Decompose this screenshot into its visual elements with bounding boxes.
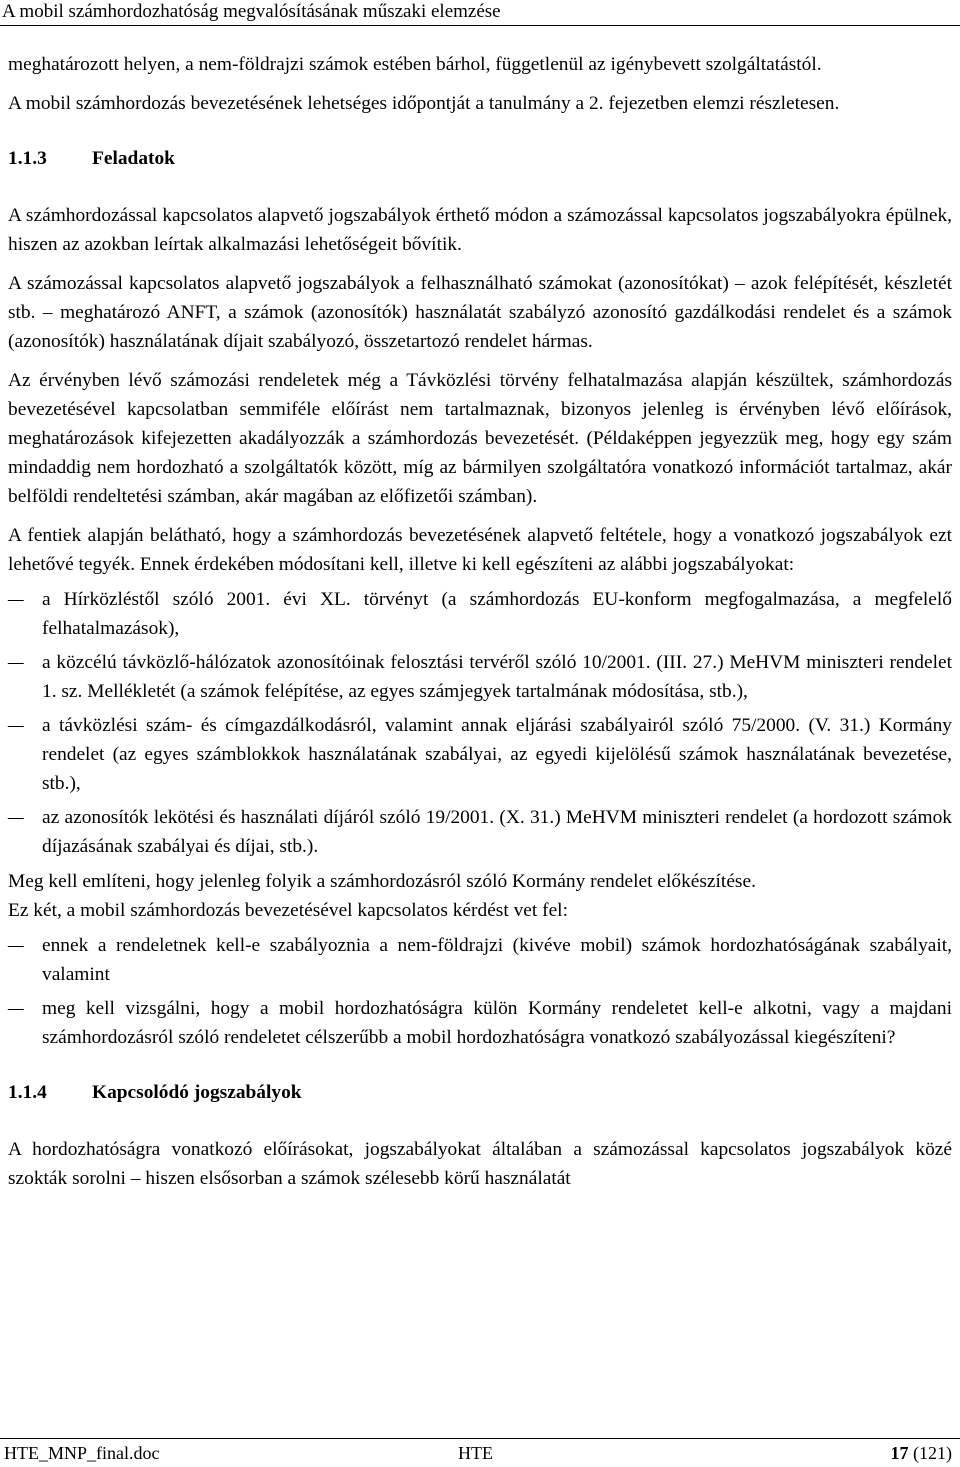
paragraph: A számozással kapcsolatos alapvető jogszabályok a felhasználható számokat (azonosítókat) – azok felépítését, készletét stb. – meghatározó ANFT, a számok (azonosítók) használatát szabályzó azonosító gazdálkodási rendelet és a számok (azonosítók) használatának díjait szabályozó, összetartozó rendelet hármas.: [8, 273, 952, 352]
paragraph: A fentiek alapján belátható, hogy a számhordozás bevezetésének alapvető feltétele, hogy a vonatkozó jogszabályok ezt lehetővé tegyék. Ennek érdekében módosítani kell, illetve ki kell egészíteni az alábbi jogszabályokat:: [8, 525, 952, 575]
total-pages: (121): [913, 1443, 952, 1463]
paragraph: Meg kell említeni, hogy jelenleg folyik a számhordozásról szóló Kormány rendelet előkészítése.: [8, 871, 756, 892]
list-item: – a közcélú távközlő-hálózatok azonosítóinak felosztási tervéről szóló 10/2001. (III. 27.) MeHVM miniszteri rendelet 1. sz. Mellékletét (a számok felépítése, az egyes számjegyek tartalmának módosítása, stb.),: [8, 648, 952, 706]
page-number: [891, 1439, 953, 1467]
list-item: – ennek a rendeletnek kell-e szabályoznia a nem-földrajzi (kivéve mobil) számok hordozhatóságának szabályait, valamint: [8, 931, 952, 989]
list-item: – az azonosítók lekötési és használati díjáról szóló 19/2001. (X. 31.) MeHVM miniszteri rendelet (a hordozott számok díjazásának szabályai és díjai, stb.).: [8, 803, 952, 861]
section-title: Feladatok: [92, 148, 175, 169]
list-item: – meg kell vizsgálni, hogy a mobil hordozhatóságra külön Kormány rendeletet kell-e alkotni, vagy a majdani számhordozásról szóló rendeletet célszerűbb a mobil hordozhatóságra vonatkozó szabályozással kiegészíteni?: [8, 994, 952, 1052]
page-footer: [0, 1438, 960, 1467]
section-title: Kapcsolódó jogszabályok: [92, 1082, 302, 1103]
section-heading: [8, 144, 952, 173]
paragraph: A mobil számhordozás bevezetésének lehetséges időpontját a tanulmány a 2. fejezetben elemzi részletesen.: [8, 93, 840, 114]
section-heading: [8, 1078, 952, 1107]
list-item: – a Hírközléstől szóló 2001. évi XL. törvényt (a számhordozás EU-konform megfogalmazása, a megfelelő felhatalmazások),: [8, 585, 952, 643]
paragraph: Az érvényben lévő számozási rendeletek még a Távközlési törvény felhatalmazása alapján készültek, számhordozás bevezetésével kapcsolatban semmiféle előírást nem tartalmaznak, bizonyos jelenleg is érvényben lévő előírások, meghatározások kifejezetten akadályozzák a számhordozás bevezetését. (Példaképpen jegyezzük meg, hogy egy szám mindaddig nem hordozható a szolgáltatók között, míg az bármilyen szolgáltatóra vonatkozó információt tartalmaz, akár belföldi rendeltetési számban, akár magában az előfizetői számban).: [8, 370, 952, 507]
page-header: [0, 0, 960, 26]
footer-filename: HTE_MNP_final.doc: [4, 1443, 160, 1463]
footer-org: HTE: [458, 1443, 493, 1463]
paragraph: meghatározott helyen, a nem-földrajzi számok estében bárhol, függetlenül az igénybevett szolgáltatástól.: [8, 54, 822, 75]
current-page: 17: [890, 1443, 909, 1463]
dash-list: [8, 585, 952, 861]
paragraph: A hordozhatóságra vonatkozó előírásokat, jogszabályokat általában a számozással kapcsolatos jogszabályok közé szokták sorolni – hiszen elsősorban a számok szélesebb körű használatát: [8, 1139, 952, 1189]
section-number: 1.1.3: [8, 148, 47, 169]
list-item: – a távközlési szám- és címgazdálkodásról, valamint annak eljárási szabályairól szóló 75/2000. (V. 31.) Kormány rendelet (az egyes számblokkok használatának szabályai, az egyedi kijelölésű számok használatának bevezetése, stb.),: [8, 711, 952, 798]
document-title: A mobil számhordozhatóság megvalósításának műszaki elemzése: [2, 1, 501, 22]
document-body: [8, 50, 952, 1203]
paragraph: Ez két, a mobil számhordozás bevezetésével kapcsolatos kérdést vet fel:: [8, 900, 568, 921]
section-number: 1.1.4: [8, 1082, 47, 1103]
dash-list: [8, 931, 952, 1052]
paragraph: A számhordozással kapcsolatos alapvető jogszabályok érthető módon a számozással kapcsolatos jogszabályokra épülnek, hiszen az azokban leírtak alkalmazási lehetőségeit bővítik.: [8, 205, 952, 255]
